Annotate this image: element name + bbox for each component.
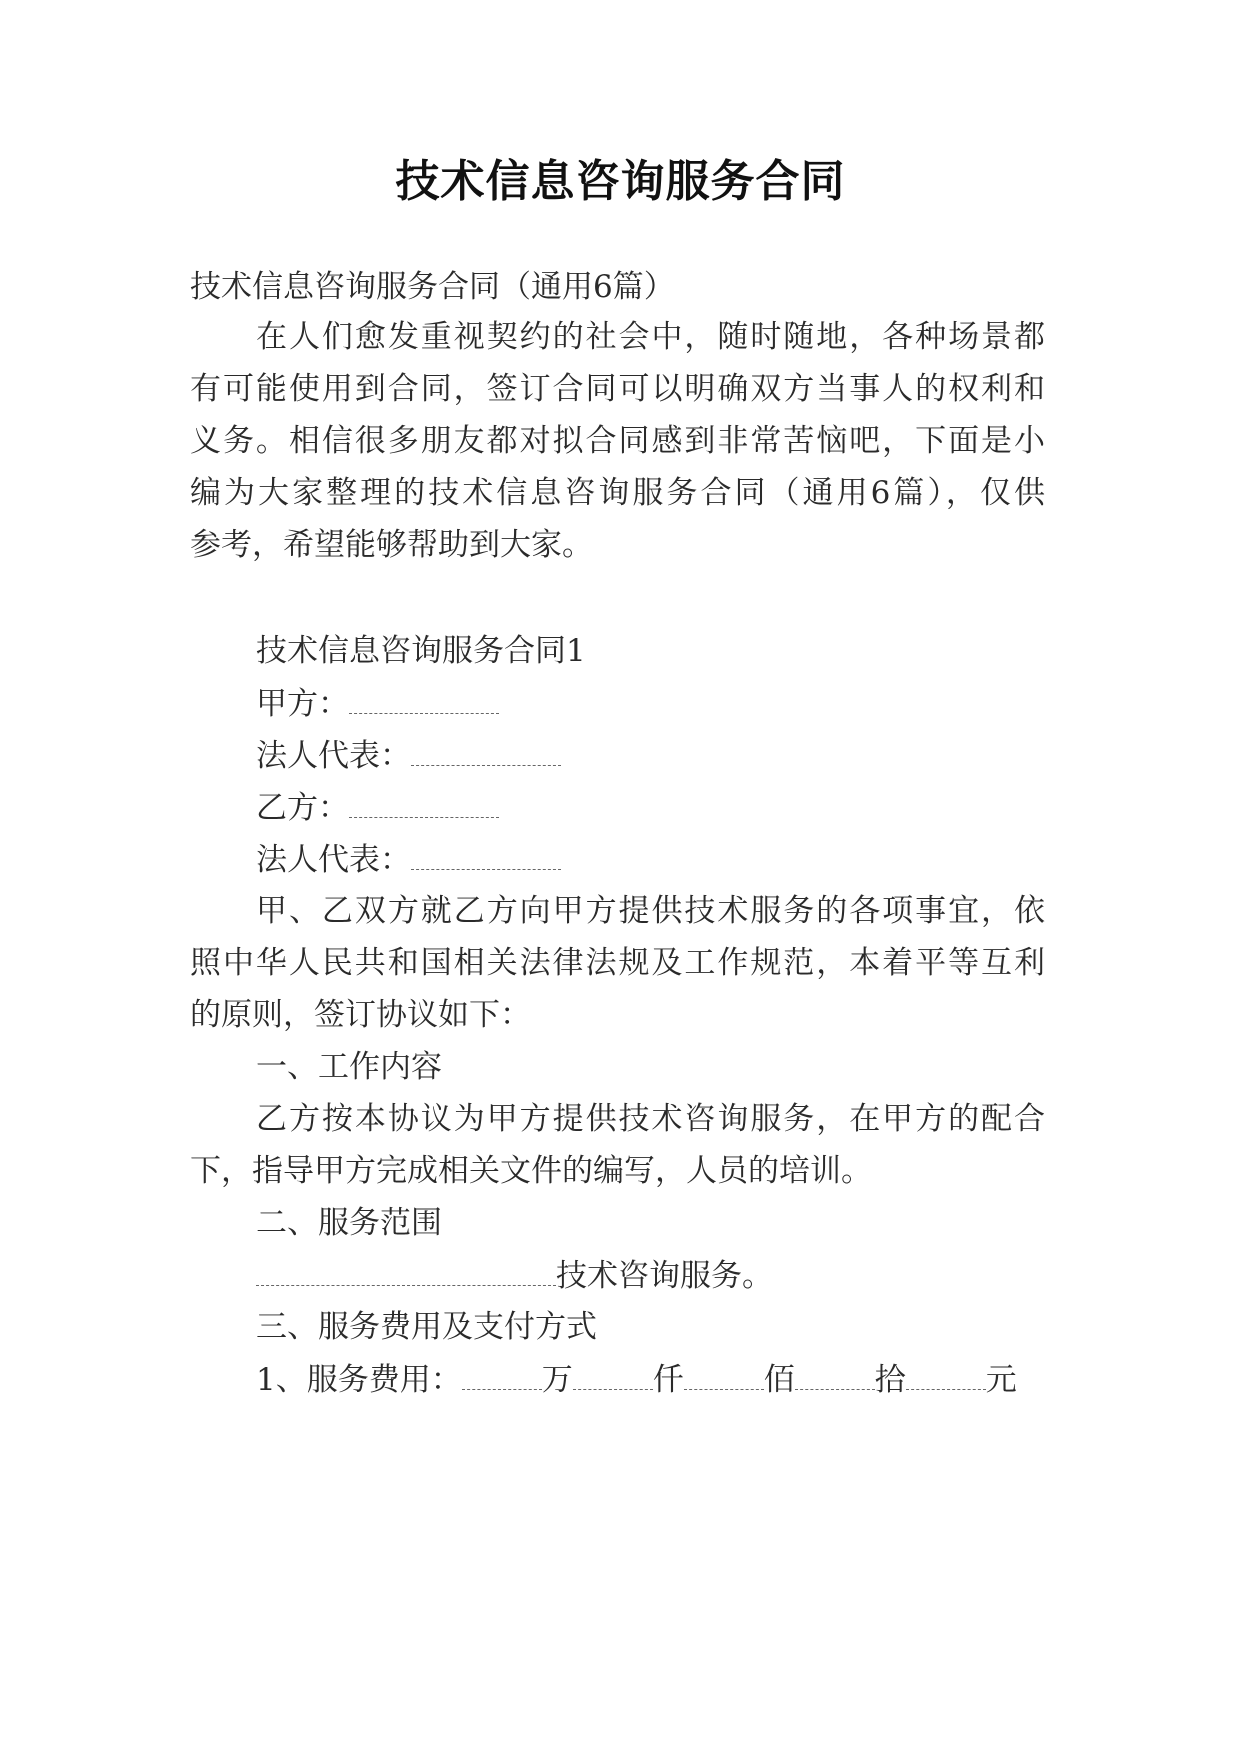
fee-unit-shi: 拾 xyxy=(874,1362,906,1398)
legal-rep-a-label: 法人代表： xyxy=(256,738,411,774)
legal-rep-a-blank xyxy=(411,735,561,766)
work-content-line-1: 乙方按本协议为甲方提供技术咨询服务，在甲方的配合 xyxy=(256,1101,1045,1137)
agreement-line-2: 照中华人民共和国相关法律法规及工作规范，本着平等互利 xyxy=(190,945,1045,981)
agreement-line-3: 的原则，签订协议如下： xyxy=(190,997,531,1033)
heading-service-scope: 二、服务范围 xyxy=(256,1205,442,1241)
fee-unit-wan: 万 xyxy=(541,1362,573,1398)
service-scope-blank xyxy=(256,1255,556,1286)
agreement-line-1: 甲、乙双方就乙方向甲方提供技术服务的各项事宜，依 xyxy=(256,893,1045,929)
party-b-label: 乙方： xyxy=(256,790,349,826)
fee-blank-qian xyxy=(573,1359,653,1390)
party-a-label: 甲方： xyxy=(256,686,349,722)
heading-service-fee: 三、服务费用及支付方式 xyxy=(256,1309,597,1345)
party-b-row xyxy=(256,787,499,828)
intro-line-4: 编为大家整理的技术信息咨询服务合同（通用6篇），仅供 xyxy=(190,475,1045,511)
document-title: 技术信息咨询服务合同 xyxy=(395,156,846,207)
fee-blank-wan xyxy=(462,1359,542,1390)
fee-blank-yuan xyxy=(906,1359,986,1390)
party-a-blank xyxy=(349,683,499,714)
legal-rep-b-label: 法人代表： xyxy=(256,842,411,878)
party-b-blank xyxy=(349,787,499,818)
fee-blank-bai xyxy=(684,1359,764,1390)
section-title: 技术信息咨询服务合同1 xyxy=(256,633,586,669)
service-scope-text: 技术咨询服务。 xyxy=(556,1258,773,1294)
heading-work-content: 一、工作内容 xyxy=(256,1049,442,1085)
fee-label: 1、服务费用： xyxy=(256,1362,462,1398)
intro-line-1: 在人们愈发重视契约的社会中，随时随地，各种场景都 xyxy=(256,319,1045,355)
fee-unit-qian: 仟 xyxy=(652,1362,684,1398)
legal-rep-b-row xyxy=(256,839,561,880)
legal-rep-a-row xyxy=(256,735,561,776)
document-subtitle: 技术信息咨询服务合同（通用6篇） xyxy=(190,269,675,305)
fee-unit-yuan: 元 xyxy=(985,1362,1017,1398)
party-a-row xyxy=(256,683,499,724)
intro-line-5: 参考，希望能够帮助到大家。 xyxy=(190,527,593,563)
work-content-line-2: 下，指导甲方完成相关文件的编写，人员的培训。 xyxy=(190,1153,872,1189)
intro-line-3: 义务。相信很多朋友都对拟合同感到非常苦恼吧，下面是小 xyxy=(190,423,1045,459)
fee-blank-shi xyxy=(795,1359,875,1390)
service-fee-row xyxy=(256,1359,1017,1400)
legal-rep-b-blank xyxy=(411,839,561,870)
service-scope-row xyxy=(256,1255,773,1296)
intro-line-2: 有可能使用到合同，签订合同可以明确双方当事人的权利和 xyxy=(190,371,1045,407)
fee-unit-bai: 佰 xyxy=(763,1362,795,1398)
